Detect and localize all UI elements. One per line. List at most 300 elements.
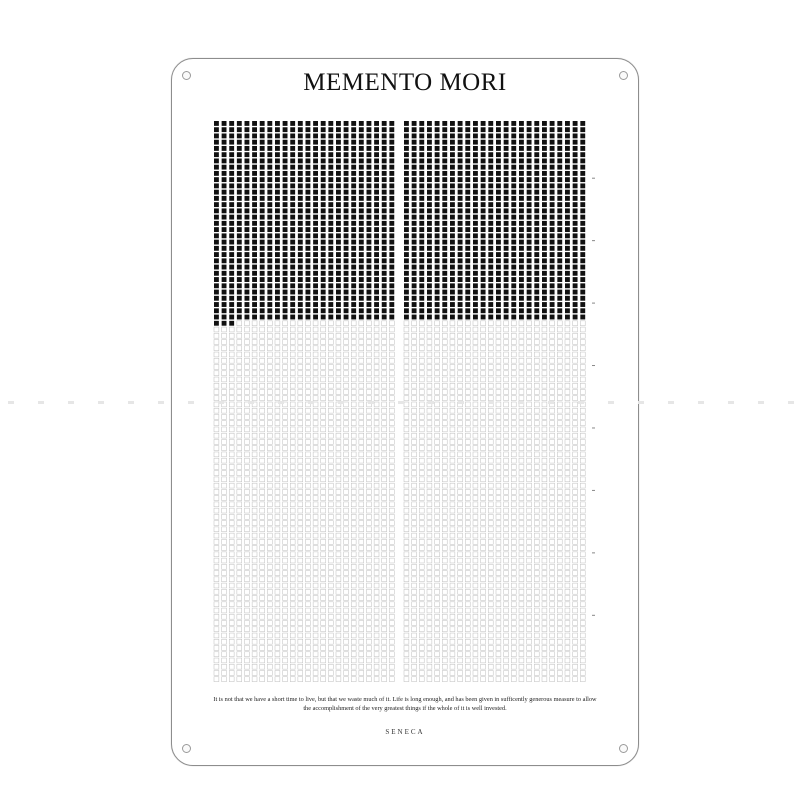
week-cell-filled: [550, 190, 555, 195]
week-cell-filled: [404, 296, 409, 301]
week-cell-empty: [427, 596, 432, 601]
week-cell-empty: [367, 327, 372, 332]
week-cell-filled: [229, 296, 234, 301]
week-cell-empty: [283, 352, 288, 357]
week-cell-empty: [573, 546, 578, 551]
week-cell-filled: [260, 315, 265, 320]
week-cell-filled: [534, 283, 539, 288]
week-cell-empty: [442, 340, 447, 345]
week-cell-empty: [290, 514, 295, 519]
week-cell-empty: [245, 327, 250, 332]
week-cell-filled: [542, 190, 547, 195]
week-cell-empty: [389, 327, 394, 332]
week-cell-empty: [419, 539, 424, 544]
week-cell-empty: [573, 608, 578, 613]
week-cell-empty: [229, 414, 234, 419]
week-cell-empty: [427, 646, 432, 651]
week-cell-filled: [328, 308, 333, 313]
week-cell-empty: [458, 433, 463, 438]
week-cell-filled: [565, 283, 570, 288]
week-cell-empty: [435, 508, 440, 513]
week-cell-filled: [275, 165, 280, 170]
week-cell-empty: [290, 446, 295, 451]
week-cell-filled: [404, 196, 409, 201]
week-cell-filled: [580, 165, 585, 170]
week-cell-empty: [435, 646, 440, 651]
week-cell-empty: [252, 464, 257, 469]
week-cell-filled: [511, 215, 516, 220]
week-cell-empty: [473, 396, 478, 401]
week-cell-empty: [565, 414, 570, 419]
week-cell-empty: [580, 621, 585, 626]
week-cell-empty: [435, 346, 440, 351]
week-cell-empty: [313, 583, 318, 588]
week-cell-empty: [496, 608, 501, 613]
week-cell-empty: [534, 333, 539, 338]
week-cell-empty: [351, 514, 356, 519]
week-cell-empty: [473, 365, 478, 370]
week-cell-filled: [237, 265, 242, 270]
week-cell-empty: [367, 577, 372, 582]
week-cell-filled: [565, 183, 570, 188]
week-cell-empty: [488, 333, 493, 338]
week-cell-filled: [359, 233, 364, 238]
week-cell-empty: [511, 502, 516, 507]
week-cell-filled: [267, 240, 272, 245]
week-cell-empty: [214, 383, 219, 388]
week-cell-empty: [298, 596, 303, 601]
week-cell-filled: [260, 208, 265, 213]
week-cell-filled: [306, 283, 311, 288]
week-cell-filled: [359, 283, 364, 288]
week-cell-filled: [389, 265, 394, 270]
week-cell-filled: [527, 183, 532, 188]
week-cell-empty: [313, 414, 318, 419]
week-cell-empty: [245, 571, 250, 576]
week-cell-filled: [229, 190, 234, 195]
week-cell-filled: [344, 252, 349, 257]
week-cell-empty: [374, 383, 379, 388]
week-cell-filled: [389, 196, 394, 201]
week-cell-empty: [580, 589, 585, 594]
week-cell-empty: [496, 514, 501, 519]
week-cell-empty: [534, 414, 539, 419]
week-cell-filled: [435, 308, 440, 313]
week-cell-empty: [298, 552, 303, 557]
week-cell-empty: [519, 621, 524, 626]
week-cell-empty: [222, 396, 227, 401]
week-cell-filled: [267, 227, 272, 232]
week-cell-empty: [283, 508, 288, 513]
week-cell-empty: [382, 627, 387, 632]
week-cell-empty: [214, 414, 219, 419]
week-cell-filled: [442, 121, 447, 126]
week-cell-empty: [389, 552, 394, 557]
week-cell-filled: [367, 302, 372, 307]
week-cell-empty: [351, 346, 356, 351]
week-cell-filled: [351, 146, 356, 151]
week-cell-empty: [573, 352, 578, 357]
week-cell-empty: [458, 358, 463, 363]
week-cell-empty: [290, 346, 295, 351]
week-cell-empty: [534, 546, 539, 551]
week-cell-empty: [442, 352, 447, 357]
week-cell-empty: [580, 365, 585, 370]
week-cell-filled: [321, 215, 326, 220]
week-cell-empty: [328, 489, 333, 494]
week-cell-empty: [473, 589, 478, 594]
week-cell-filled: [306, 240, 311, 245]
week-cell-empty: [214, 333, 219, 338]
week-cell-empty: [275, 633, 280, 638]
week-cell-filled: [214, 246, 219, 251]
week-cell-empty: [389, 371, 394, 376]
week-cell-empty: [344, 489, 349, 494]
week-cell-empty: [298, 514, 303, 519]
week-cell-empty: [359, 346, 364, 351]
week-cell-filled: [229, 202, 234, 207]
week-cell-empty: [573, 627, 578, 632]
week-cell-empty: [382, 408, 387, 413]
week-cell-empty: [283, 627, 288, 632]
week-cell-filled: [442, 308, 447, 313]
week-cell-empty: [229, 433, 234, 438]
week-cell-empty: [565, 446, 570, 451]
week-cell-empty: [359, 552, 364, 557]
week-cell-empty: [313, 346, 318, 351]
week-cell-empty: [580, 383, 585, 388]
week-cell-filled: [374, 171, 379, 176]
week-cell-empty: [450, 396, 455, 401]
week-cell-empty: [404, 521, 409, 526]
week-cell-empty: [245, 533, 250, 538]
week-cell-filled: [283, 252, 288, 257]
week-cell-empty: [565, 539, 570, 544]
week-cell-empty: [527, 652, 532, 657]
week-cell-empty: [222, 427, 227, 432]
week-cell-empty: [580, 333, 585, 338]
week-cell-empty: [214, 352, 219, 357]
week-cell-empty: [573, 489, 578, 494]
week-cell-empty: [389, 583, 394, 588]
week-cell-empty: [511, 639, 516, 644]
week-cell-empty: [389, 546, 394, 551]
week-cell-empty: [260, 477, 265, 482]
week-cell-filled: [534, 121, 539, 126]
week-cell-empty: [245, 627, 250, 632]
week-cell-empty: [519, 614, 524, 619]
week-cell-empty: [382, 402, 387, 407]
week-cell-filled: [290, 183, 295, 188]
week-cell-filled: [374, 190, 379, 195]
week-cell-empty: [389, 346, 394, 351]
week-cell-empty: [359, 539, 364, 544]
week-cell-filled: [382, 308, 387, 313]
week-cell-empty: [283, 608, 288, 613]
week-cell-empty: [351, 602, 356, 607]
week-cell-empty: [511, 577, 516, 582]
week-cell-filled: [534, 183, 539, 188]
week-cell-empty: [306, 377, 311, 382]
week-cell-empty: [488, 658, 493, 663]
week-cell-filled: [573, 246, 578, 251]
week-cell-empty: [442, 546, 447, 551]
week-cell-empty: [321, 621, 326, 626]
week-cell-filled: [473, 146, 478, 151]
week-cell-filled: [580, 308, 585, 313]
week-cell-empty: [359, 583, 364, 588]
week-cell-empty: [419, 677, 424, 682]
week-cell-empty: [442, 408, 447, 413]
week-cell-filled: [222, 140, 227, 145]
week-cell-filled: [328, 233, 333, 238]
week-cell-empty: [374, 527, 379, 532]
week-cell-empty: [290, 527, 295, 532]
week-cell-filled: [488, 196, 493, 201]
week-cell-empty: [351, 508, 356, 513]
week-cell-empty: [527, 627, 532, 632]
week-cell-filled: [450, 233, 455, 238]
week-cell-filled: [344, 127, 349, 132]
week-cell-empty: [229, 421, 234, 426]
week-cell-empty: [260, 658, 265, 663]
week-cell-filled: [496, 265, 501, 270]
week-cell-empty: [442, 371, 447, 376]
week-cell-filled: [245, 258, 250, 263]
week-cell-empty: [260, 546, 265, 551]
week-cell-empty: [275, 439, 280, 444]
week-cell-empty: [290, 502, 295, 507]
week-cell-filled: [565, 315, 570, 320]
week-cell-filled: [275, 121, 280, 126]
watermark-mark: [128, 401, 134, 404]
week-cell-filled: [496, 133, 501, 138]
week-cell-empty: [252, 489, 257, 494]
week-cell-empty: [412, 621, 417, 626]
week-cell-empty: [222, 446, 227, 451]
week-cell-empty: [351, 596, 356, 601]
week-cell-filled: [427, 246, 432, 251]
week-cell-empty: [245, 589, 250, 594]
week-cell-filled: [321, 190, 326, 195]
week-cell-empty: [404, 527, 409, 532]
week-cell-empty: [550, 602, 555, 607]
week-cell-empty: [252, 452, 257, 457]
week-cell-empty: [252, 327, 257, 332]
week-cell-empty: [573, 464, 578, 469]
week-cell-filled: [519, 258, 524, 263]
week-cell-empty: [473, 414, 478, 419]
week-cell-empty: [550, 558, 555, 563]
week-cell-empty: [344, 658, 349, 663]
week-cell-filled: [465, 190, 470, 195]
week-cell-empty: [465, 396, 470, 401]
week-cell-empty: [481, 646, 486, 651]
week-cell-filled: [465, 158, 470, 163]
week-cell-filled: [496, 165, 501, 170]
week-cell-empty: [245, 377, 250, 382]
week-cell-filled: [458, 290, 463, 295]
week-cell-empty: [404, 421, 409, 426]
week-cell-empty: [336, 558, 341, 563]
week-cell-empty: [306, 439, 311, 444]
week-cell-empty: [222, 677, 227, 682]
week-cell-empty: [367, 621, 372, 626]
week-cell-empty: [419, 583, 424, 588]
week-cell-empty: [419, 527, 424, 532]
week-cell-empty: [336, 439, 341, 444]
week-cell-empty: [283, 346, 288, 351]
week-cell-empty: [252, 546, 257, 551]
week-cell-empty: [488, 489, 493, 494]
week-cell-filled: [359, 296, 364, 301]
week-cell-empty: [534, 614, 539, 619]
week-cell-empty: [465, 439, 470, 444]
week-cell-filled: [267, 121, 272, 126]
week-cell-empty: [222, 514, 227, 519]
week-cell-empty: [275, 321, 280, 326]
week-cell-empty: [367, 377, 372, 382]
week-cell-empty: [412, 546, 417, 551]
week-cell-empty: [519, 421, 524, 426]
week-cell-filled: [557, 196, 562, 201]
week-cell-empty: [580, 489, 585, 494]
week-cell-empty: [550, 390, 555, 395]
week-cell-filled: [511, 196, 516, 201]
week-cell-filled: [252, 296, 257, 301]
week-cell-empty: [321, 414, 326, 419]
week-cell-empty: [214, 564, 219, 569]
week-cell-filled: [435, 208, 440, 213]
week-cell-empty: [290, 589, 295, 594]
week-cell-empty: [260, 446, 265, 451]
week-cell-empty: [557, 427, 562, 432]
week-cell-empty: [237, 390, 242, 395]
week-cell-filled: [450, 290, 455, 295]
week-cell-empty: [275, 627, 280, 632]
week-cell-filled: [351, 158, 356, 163]
week-cell-filled: [473, 133, 478, 138]
week-cell-empty: [306, 652, 311, 657]
week-cell-filled: [229, 208, 234, 213]
week-cell-empty: [427, 639, 432, 644]
week-cell-empty: [229, 471, 234, 476]
week-cell-filled: [404, 221, 409, 226]
week-cell-empty: [573, 589, 578, 594]
week-cell-empty: [404, 558, 409, 563]
week-cell-empty: [351, 558, 356, 563]
week-cell-empty: [565, 671, 570, 676]
week-cell-empty: [313, 564, 318, 569]
week-cell-empty: [336, 521, 341, 526]
week-cell-empty: [565, 646, 570, 651]
week-cell-filled: [389, 158, 394, 163]
week-cell-empty: [298, 408, 303, 413]
week-cell-filled: [214, 308, 219, 313]
week-cell-empty: [450, 439, 455, 444]
week-cell-filled: [450, 146, 455, 151]
week-cell-empty: [389, 602, 394, 607]
week-cell-filled: [367, 233, 372, 238]
week-cell-empty: [580, 452, 585, 457]
week-cell-empty: [573, 340, 578, 345]
week-cell-filled: [573, 277, 578, 282]
week-cell-empty: [481, 571, 486, 576]
week-cell-empty: [237, 577, 242, 582]
week-cell-empty: [290, 439, 295, 444]
week-cell-empty: [260, 427, 265, 432]
week-cell-empty: [580, 614, 585, 619]
week-cell-filled: [359, 152, 364, 157]
week-cell-filled: [321, 140, 326, 145]
week-cell-empty: [374, 421, 379, 426]
week-cell-empty: [435, 577, 440, 582]
week-cell-filled: [306, 227, 311, 232]
week-cell-filled: [580, 121, 585, 126]
week-cell-empty: [367, 502, 372, 507]
week-cell-empty: [435, 340, 440, 345]
week-cell-filled: [550, 183, 555, 188]
week-cell-empty: [412, 558, 417, 563]
week-cell-empty: [298, 564, 303, 569]
week-cell-filled: [290, 133, 295, 138]
week-cell-filled: [557, 202, 562, 207]
week-cell-filled: [519, 165, 524, 170]
week-cell-empty: [222, 583, 227, 588]
week-cell-filled: [359, 277, 364, 282]
week-cell-filled: [306, 171, 311, 176]
week-cell-empty: [511, 414, 516, 419]
week-cell-empty: [550, 433, 555, 438]
week-cell-filled: [534, 190, 539, 195]
week-cell-filled: [336, 265, 341, 270]
week-cell-empty: [374, 365, 379, 370]
week-cell-empty: [245, 471, 250, 476]
week-cell-empty: [389, 671, 394, 676]
week-cell-empty: [442, 489, 447, 494]
week-cell-empty: [435, 365, 440, 370]
week-cell-empty: [237, 521, 242, 526]
week-cell-empty: [550, 639, 555, 644]
week-cell-filled: [542, 202, 547, 207]
week-cell-empty: [404, 402, 409, 407]
week-cell-empty: [229, 539, 234, 544]
week-cell-empty: [557, 371, 562, 376]
week-cell-empty: [557, 602, 562, 607]
week-cell-empty: [511, 571, 516, 576]
week-cell-empty: [573, 646, 578, 651]
week-cell-filled: [473, 271, 478, 276]
week-cell-empty: [321, 333, 326, 338]
week-cell-filled: [442, 152, 447, 157]
week-cell-empty: [573, 539, 578, 544]
week-cell-empty: [222, 471, 227, 476]
week-cell-empty: [260, 340, 265, 345]
week-cell-empty: [550, 358, 555, 363]
week-cell-filled: [496, 227, 501, 232]
week-cell-empty: [550, 646, 555, 651]
week-cell-empty: [465, 377, 470, 382]
week-cell-empty: [427, 408, 432, 413]
week-cell-empty: [229, 402, 234, 407]
week-cell-filled: [573, 308, 578, 313]
week-cell-filled: [573, 121, 578, 126]
week-cell-empty: [550, 489, 555, 494]
week-cell-empty: [359, 614, 364, 619]
week-cell-empty: [389, 414, 394, 419]
week-cell-empty: [465, 390, 470, 395]
week-cell-filled: [222, 283, 227, 288]
